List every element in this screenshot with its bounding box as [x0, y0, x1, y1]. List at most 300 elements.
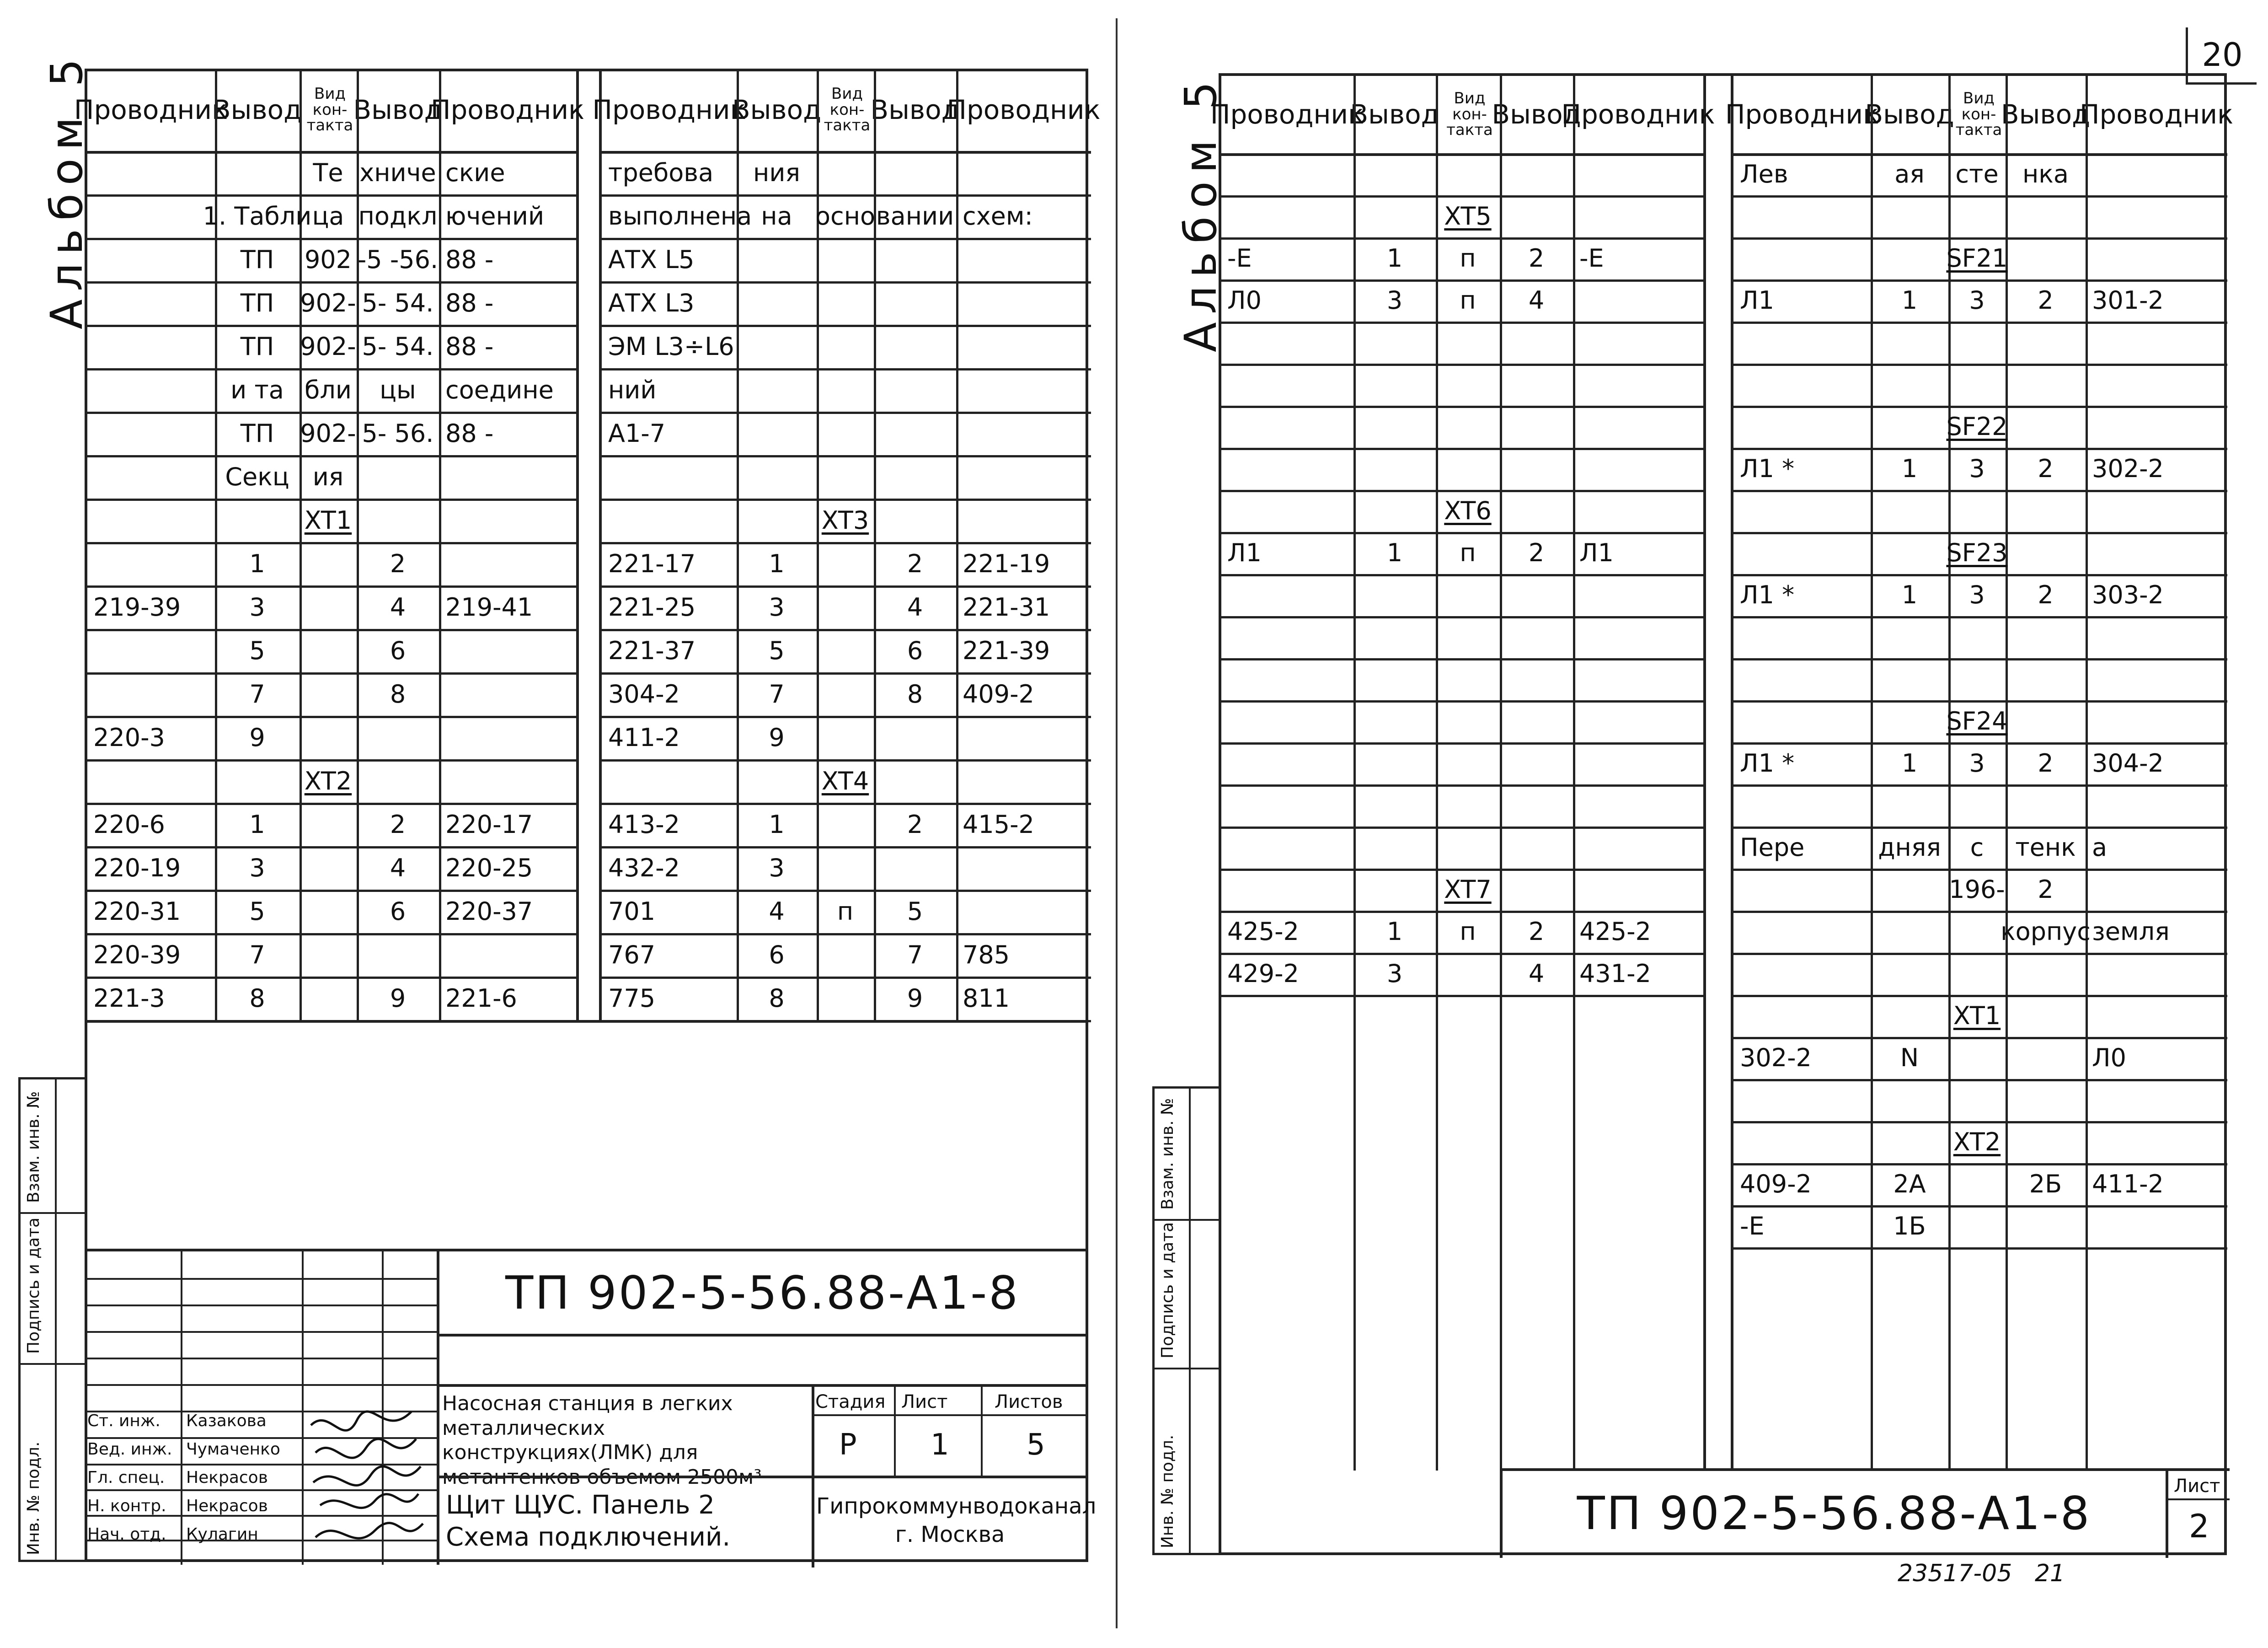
left-a-row	[87, 977, 576, 1022]
right-d-cell: Л1 *	[1740, 580, 1795, 609]
album-label-right: Альбом 5	[1175, 73, 1226, 352]
left-a-cell: 88 -	[445, 288, 494, 317]
left-b-cell	[817, 716, 874, 759]
right-d-row	[1733, 953, 2227, 997]
left-a-cell	[357, 455, 439, 499]
right-c-row	[1221, 195, 1703, 240]
left-b-cell	[737, 325, 817, 368]
right-c-cell	[1436, 322, 1500, 364]
left-b-cell	[602, 455, 737, 499]
right-d-cell: N	[1900, 1043, 1919, 1072]
right-d-cell	[1871, 532, 1948, 574]
left-b-cell	[817, 629, 874, 672]
right-c-cell	[1353, 406, 1436, 448]
left-b-row	[602, 933, 1091, 979]
left-a-cell	[300, 977, 357, 1020]
left-a-cell: 219-39	[93, 592, 181, 622]
right-title-block	[1500, 1468, 2230, 1558]
right-d-cell	[1733, 532, 1871, 574]
right-c-cell: 2	[1528, 244, 1545, 273]
right-d-row	[1733, 574, 2227, 618]
left-a-cell	[215, 759, 300, 803]
left-b-cell: 775	[608, 983, 656, 1013]
left-a-cell: 220-17	[445, 810, 533, 839]
right-c-row	[1221, 237, 1703, 282]
right-d-cell	[1948, 953, 2006, 995]
left-a-cell	[87, 238, 215, 281]
right-c-cell	[1353, 616, 1436, 658]
right-d-cell: 302-2	[2092, 454, 2164, 483]
left-b-row	[602, 151, 1091, 197]
left-a-cell	[87, 325, 215, 368]
left-a-row	[87, 846, 576, 892]
left-a-cell: -5 -56.	[357, 245, 439, 274]
right-d-cell	[2086, 364, 2227, 406]
right-d-cell: Л0	[2092, 1043, 2126, 1072]
right-c-row	[1221, 911, 1703, 955]
left-b-cell: 221-17	[608, 549, 696, 578]
left-a-cell: 1. Табли	[203, 201, 312, 231]
right-d-cell: XT2	[1953, 1127, 2001, 1156]
left-a-cell: 5	[249, 896, 265, 926]
right-c-cell	[1221, 406, 1353, 448]
right-c-cell: Л1	[1227, 538, 1262, 567]
right-c-row	[1221, 490, 1703, 534]
right-d-cell	[1733, 700, 1871, 742]
right-c-cell	[1500, 364, 1573, 406]
right-c-cell	[1221, 448, 1353, 490]
left-b-cell: ний	[608, 375, 657, 404]
left-title-block	[85, 1249, 1097, 1565]
right-d-cell	[2086, 616, 2227, 658]
right-d-row	[1733, 406, 2227, 450]
right-d-cell	[1871, 237, 1948, 279]
left-b-cell: 767	[608, 940, 656, 969]
right-c-cell	[1500, 869, 1573, 911]
left-b-cell	[874, 455, 956, 499]
left-side-stamp	[18, 1077, 87, 1562]
staff-role: Вед. инж.	[87, 1440, 172, 1459]
right-d-cell	[2006, 364, 2086, 406]
right-c-cell	[1221, 869, 1353, 911]
right-d-row	[1733, 700, 2227, 745]
right-d-cell	[1733, 1121, 1871, 1163]
left-a-cell	[300, 846, 357, 890]
left-b-row	[602, 672, 1091, 718]
connection-table-right-d	[1725, 75, 2234, 1471]
left-a-cell: 6	[390, 636, 406, 665]
left-b-header-contact-type: Вид кон- такта	[824, 84, 871, 135]
left-a-cell: соедине	[445, 375, 554, 404]
left-a-cell	[215, 151, 300, 194]
right-d-header-conductor: Проводник	[1725, 99, 1879, 130]
right-d-cell	[2006, 784, 2086, 827]
left-b-cell: 4	[907, 592, 923, 622]
right-d-cell: с	[1970, 833, 1984, 862]
right-c-cell: XT7	[1444, 875, 1492, 904]
right-d-cell	[2006, 1205, 2086, 1247]
right-d-header-contact-type: Вид кон- такта	[1955, 89, 2002, 140]
right-d-cell: 1Б	[1893, 1212, 1926, 1240]
left-a-row	[87, 672, 576, 718]
left-a-row	[87, 803, 576, 848]
right-designation: ТП 902-5-56.88-А1-8	[1577, 1486, 2091, 1540]
left-b-cell: вании	[876, 201, 954, 231]
left-b-cell: 432-2	[608, 853, 680, 882]
right-c-cell	[1353, 700, 1436, 742]
right-d-cell	[2006, 1037, 2086, 1079]
left-b-row	[602, 499, 1091, 544]
right-d-cell: 303-2	[2092, 580, 2164, 609]
right-c-cell	[1353, 364, 1436, 406]
right-d-cell	[1871, 490, 1948, 532]
left-a-cell: 2	[390, 810, 406, 839]
right-d-row	[1733, 195, 2227, 240]
right-c-row	[1221, 406, 1703, 450]
left-b-cell	[874, 412, 956, 455]
left-b-cell	[817, 803, 874, 846]
right-d-row	[1733, 532, 2227, 576]
staff-role: Н. контр.	[87, 1497, 166, 1515]
left-b-cell	[874, 846, 956, 890]
right-d-cell	[1871, 195, 1948, 237]
left-b-cell: 221-37	[608, 636, 696, 665]
right-c-cell	[1573, 700, 1703, 742]
right-c-cell: 425-2	[1227, 917, 1299, 946]
left-a-cell: 88 -	[445, 245, 494, 274]
left-a-cell: 221-6	[445, 983, 517, 1013]
left-a-cell: 5	[249, 636, 265, 665]
left-a-cell: 1	[249, 810, 265, 839]
left-b-header-row	[592, 69, 1101, 154]
right-c-cell	[1500, 195, 1573, 237]
right-d-row	[1733, 1037, 2227, 1081]
right-c-cell: Л1	[1579, 538, 1614, 567]
right-d-cell	[1871, 953, 1948, 995]
left-a-cell	[357, 499, 439, 542]
right-d-cell	[2086, 995, 2227, 1037]
right-d-cell	[1871, 911, 1948, 953]
left-b-cell: 9	[769, 723, 785, 752]
right-d-cell: 301-2	[2092, 286, 2164, 315]
right-d-cell	[2086, 195, 2227, 237]
left-b-row	[602, 455, 1091, 501]
staff-name: Кулагин	[186, 1525, 258, 1544]
right-d-row	[1733, 616, 2227, 660]
right-d-header-row	[1725, 75, 2234, 156]
left-b-cell	[817, 585, 874, 629]
left-a-cell	[300, 803, 357, 846]
left-b-header-terminal: Вывод	[870, 94, 960, 125]
right-d-cell	[2086, 1121, 2227, 1163]
right-c-header-contact-type: Вид кон- такта	[1446, 89, 1493, 140]
left-a-cell	[439, 499, 576, 542]
right-d-row	[1733, 995, 2227, 1039]
left-b-row	[602, 542, 1091, 588]
left-a-cell: цы	[380, 375, 416, 404]
left-a-header-contact-type: Вид кон- такта	[306, 84, 353, 135]
right-c-cell: 429-2	[1227, 959, 1299, 988]
right-c-cell	[1500, 658, 1573, 700]
left-b-cell: п	[837, 896, 854, 926]
left-b-cell: ния	[753, 158, 800, 187]
right-d-cell: SF24	[1946, 707, 2008, 735]
right-c-cell	[1221, 574, 1353, 616]
right-d-cell: SF21	[1946, 244, 2008, 273]
left-a-cell: 4	[390, 853, 406, 882]
left-a-cell: 8	[249, 983, 265, 1013]
left-a-cell: и та	[230, 375, 284, 404]
left-b-cell	[817, 412, 874, 455]
left-b-cell	[817, 933, 874, 977]
left-a-cell: хниче	[359, 158, 436, 187]
left-b-cell	[956, 281, 1091, 325]
left-b-cell	[874, 759, 956, 803]
page-number: 20	[2202, 36, 2243, 74]
left-a-cell: 1	[249, 549, 265, 578]
left-a-cell	[439, 542, 576, 585]
right-c-cell: 3	[1386, 286, 1403, 315]
right-d-cell	[1733, 953, 1871, 995]
left-a-cell	[300, 542, 357, 585]
right-d-row	[1733, 1205, 2227, 1250]
left-b-cell	[874, 499, 956, 542]
left-b-cell	[602, 499, 737, 542]
left-a-cell	[87, 281, 215, 325]
right-c-cell	[1573, 658, 1703, 700]
connection-table-left-b	[592, 69, 1101, 1020]
right-d-cell	[2006, 237, 2086, 279]
right-d-cell: Лев	[1740, 160, 1788, 188]
right-d-cell	[2006, 995, 2086, 1037]
right-d-cell	[2086, 953, 2227, 995]
left-a-cell: 88 -	[445, 332, 494, 361]
left-b-cell: ЭМ L3÷L6	[608, 332, 734, 361]
right-c-cell	[1500, 700, 1573, 742]
right-d-cell	[1871, 1121, 1948, 1163]
right-c-cell: п	[1460, 538, 1476, 567]
right-d-header-conductor: Проводник	[2079, 99, 2234, 130]
right-c-row	[1221, 616, 1703, 660]
right-c-cell: 4	[1528, 286, 1545, 315]
right-d-cell	[1948, 616, 2006, 658]
left-b-row	[602, 325, 1091, 370]
right-d-cell	[1871, 700, 1948, 742]
right-c-cell	[1353, 784, 1436, 827]
left-a-cell: 5- 54.	[362, 332, 434, 361]
right-d-cell: 1	[1901, 454, 1918, 483]
right-d-cell	[1948, 1037, 2006, 1079]
left-a-cell: 221-3	[93, 983, 165, 1013]
left-a-row	[87, 542, 576, 588]
right-d-cell	[1948, 195, 2006, 237]
left-b-cell	[956, 499, 1091, 542]
left-a-header-terminal: Вывод	[353, 94, 443, 125]
left-b-cell	[737, 368, 817, 412]
right-c-cell: 431-2	[1579, 959, 1651, 988]
right-c-cell: п	[1460, 244, 1476, 273]
right-c-cell	[1573, 153, 1703, 195]
right-d-cell	[2006, 700, 2086, 742]
right-c-cell: 1	[1386, 244, 1403, 273]
staff-name: Казакова	[186, 1412, 267, 1430]
right-c-cell	[1436, 406, 1500, 448]
left-b-cell	[737, 412, 817, 455]
left-b-cell	[817, 977, 874, 1020]
left-a-cell: 220-6	[93, 810, 165, 839]
left-b-cell: 3	[769, 853, 785, 882]
right-c-cell	[1436, 448, 1500, 490]
left-a-header-row	[74, 69, 585, 154]
left-b-cell	[817, 151, 874, 194]
left-a-cell: ские	[445, 158, 505, 187]
left-b-cell: 415-2	[963, 810, 1034, 839]
left-a-cell: 88 -	[445, 419, 494, 448]
signatures	[302, 1407, 439, 1565]
right-d-cell: тенк	[2015, 833, 2076, 862]
left-b-cell	[737, 238, 817, 281]
right-d-cell	[1733, 869, 1871, 911]
right-c-row	[1221, 953, 1703, 997]
left-b-cell: 221-25	[608, 592, 696, 622]
staff-name: Чумаченко	[186, 1440, 280, 1459]
left-b-row	[602, 890, 1091, 935]
right-d-cell	[2086, 237, 2227, 279]
left-b-cell	[817, 368, 874, 412]
right-d-cell	[1733, 490, 1871, 532]
right-d-row	[1733, 658, 2227, 703]
left-b-header-conductor: Проводник	[592, 94, 746, 125]
right-c-cell	[1436, 784, 1500, 827]
right-d-row	[1733, 869, 2227, 913]
right-d-cell	[2086, 784, 2227, 827]
right-c-cell	[1500, 827, 1573, 869]
right-d-row	[1733, 742, 2227, 787]
left-b-cell: схем:	[963, 201, 1033, 231]
right-c-cell	[1573, 322, 1703, 364]
left-b-cell: 5	[907, 896, 923, 926]
left-b-cell: А1-7	[608, 419, 666, 448]
left-a-cell: 7	[249, 679, 265, 709]
right-d-cell: 3	[1969, 454, 1985, 483]
left-a-cell	[215, 499, 300, 542]
left-b-cell: 4	[769, 896, 785, 926]
left-a-row	[87, 151, 576, 197]
right-d-cell: дняя	[1878, 833, 1941, 862]
right-c-header-terminal: Вывод	[1350, 99, 1439, 130]
left-b-row	[602, 412, 1091, 457]
left-a-row	[87, 194, 576, 240]
right-d-cell	[2086, 406, 2227, 448]
left-a-cell: 220-37	[445, 896, 533, 926]
right-d-cell	[1733, 995, 1871, 1037]
right-c-row	[1221, 827, 1703, 871]
left-b-cell: 8	[769, 983, 785, 1013]
right-d-cell	[1871, 322, 1948, 364]
right-c-cell	[1353, 827, 1436, 869]
right-d-cell	[1733, 364, 1871, 406]
footer-number: 23517-05 21	[1898, 1560, 2065, 1587]
side-stamp-replace: Взам. инв. №	[24, 1091, 43, 1203]
stage-label: Стадия	[815, 1391, 886, 1412]
left-b-cell: 701	[608, 896, 656, 926]
right-c-row	[1221, 364, 1703, 408]
right-d-cell	[2086, 490, 2227, 532]
sheets-value: 5	[1027, 1428, 1045, 1462]
right-c-cell	[1353, 195, 1436, 237]
right-c-header-row	[1210, 75, 1715, 156]
left-b-cell	[956, 759, 1091, 803]
left-a-cell: 220-3	[93, 723, 165, 752]
left-a-cell: 9	[390, 983, 406, 1013]
right-c-row	[1221, 869, 1703, 913]
right-c-cell	[1500, 448, 1573, 490]
left-a-cell: 220-19	[93, 853, 181, 882]
left-b-cell	[956, 890, 1091, 933]
left-b-cell	[956, 325, 1091, 368]
right-d-row	[1733, 827, 2227, 871]
left-a-row	[87, 368, 576, 414]
right-d-cell: SF23	[1946, 538, 2008, 567]
left-b-cell: 221-39	[963, 636, 1050, 665]
right-d-cell	[1871, 869, 1948, 911]
right-c-cell	[1353, 574, 1436, 616]
right-d-cell: XT1	[1953, 1001, 2001, 1030]
left-b-cell	[737, 499, 817, 542]
right-d-cell	[2006, 616, 2086, 658]
right-c-cell: 2	[1528, 538, 1545, 567]
right-d-cell: а	[2092, 833, 2108, 862]
connection-table-left-a	[74, 69, 585, 1020]
left-b-cell	[817, 281, 874, 325]
left-a-cell: 4	[390, 592, 406, 622]
right-d-cell: 2	[2038, 875, 2054, 904]
right-d-cell	[2006, 1121, 2086, 1163]
right-c-cell	[1500, 153, 1573, 195]
right-c-cell	[1500, 784, 1573, 827]
right-d-cell: 411-2	[2092, 1170, 2164, 1198]
right-d-row	[1733, 237, 2227, 282]
right-c-cell	[1353, 153, 1436, 195]
left-b-row	[602, 846, 1091, 892]
left-b-row	[602, 585, 1091, 631]
left-b-cell	[817, 455, 874, 499]
right-c-row	[1221, 574, 1703, 618]
left-a-cell: ТП	[240, 288, 274, 317]
right-c-cell	[1436, 827, 1500, 869]
right-c-cell	[1573, 784, 1703, 827]
left-a-row	[87, 629, 576, 675]
left-a-cell: 9	[249, 723, 265, 752]
right-d-cell	[2086, 153, 2227, 195]
right-c-cell	[1500, 574, 1573, 616]
right-c-cell	[1573, 195, 1703, 237]
left-a-cell	[300, 585, 357, 629]
left-a-row	[87, 281, 576, 327]
left-b-cell: осно	[815, 201, 876, 231]
right-d-cell	[2006, 1079, 2086, 1121]
left-b-cell	[874, 281, 956, 325]
right-d-header-terminal: Вывод	[1865, 99, 1954, 130]
left-a-header-terminal: Вывод	[212, 94, 302, 125]
left-a-cell	[357, 933, 439, 977]
right-d-cell	[2006, 195, 2086, 237]
left-b-cell: XT3	[821, 505, 869, 535]
right-c-cell	[1353, 448, 1436, 490]
left-b-cell	[737, 455, 817, 499]
right-c-cell	[1436, 953, 1500, 995]
left-a-cell	[300, 629, 357, 672]
